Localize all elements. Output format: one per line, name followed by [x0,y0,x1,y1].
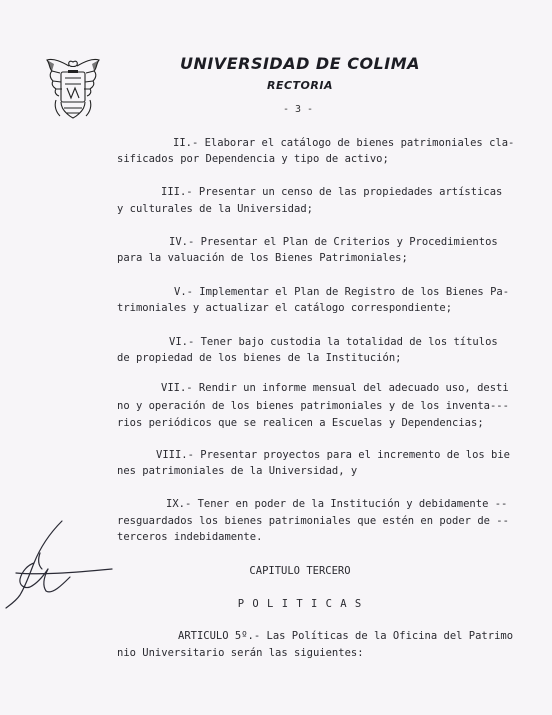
item-vii-line-2: no y operación de los bienes patrimoniales y de los inventa--- [117,400,509,412]
university-name: UNIVERSIDAD DE COLIMA [179,54,421,73]
item-v-line-1: V.- Implementar el Plan de Registro de los Bienes Pa- [174,286,510,298]
office-name: RECTORIA [267,79,333,92]
item-iv-line-2: para la valuación de los Bienes Patrimoniales; [117,252,408,264]
section-heading: P O L I T I C A S [237,598,363,610]
item-vi-line-1: VI.- Tener bajo custodia la totalidad de los títulos [169,336,498,348]
page-number: - 3 - [282,104,314,115]
handwritten-signature [0,513,120,613]
item-ix-line-3: terceros indebidamente. [117,531,263,543]
item-ix-line-1: IX.- Tener en poder de la Institución y debidamente -- [166,498,508,510]
item-viii-line-1: VIII.- Presentar proyectos para el incremento de los bie [156,449,511,461]
item-vii-line-1: VII.- Rendir un informe mensual del adecuado uso, desti [161,382,509,394]
chapter-heading: CAPITULO TERCERO [249,565,351,577]
item-ii-line-1: II.- Elaborar el catálogo de bienes patrimoniales cla- [173,137,515,149]
item-ii-line-2: sificados por Dependencia y tipo de activo; [117,153,389,165]
item-iii-line-1: III.- Presentar un censo de las propiedades artísticas [161,186,503,198]
article-5-line-1: ARTICULO 5º.- Las Políticas de la Oficina del Patrimo [178,630,514,642]
item-iv-line-1: IV.- Presentar el Plan de Criterios y Procedimientos [169,236,498,248]
item-v-line-2: trimoniales y actualizar el catálogo correspondiente; [117,302,453,314]
item-viii-line-2: nes patrimoniales de la Universidad, y [117,465,358,477]
item-ix-line-2: resguardados los bienes patrimoniales que estén en poder de -- [117,515,509,527]
item-vi-line-2: de propiedad de los bienes de la Institución; [117,352,402,364]
item-vii-line-3: rios periódicos que se realicen a Escuelas y Dependencias; [117,417,484,429]
article-5-line-2: nio Universitario serán las siguientes: [117,647,364,659]
item-iii-line-2: y culturales de la Universidad; [117,203,313,215]
